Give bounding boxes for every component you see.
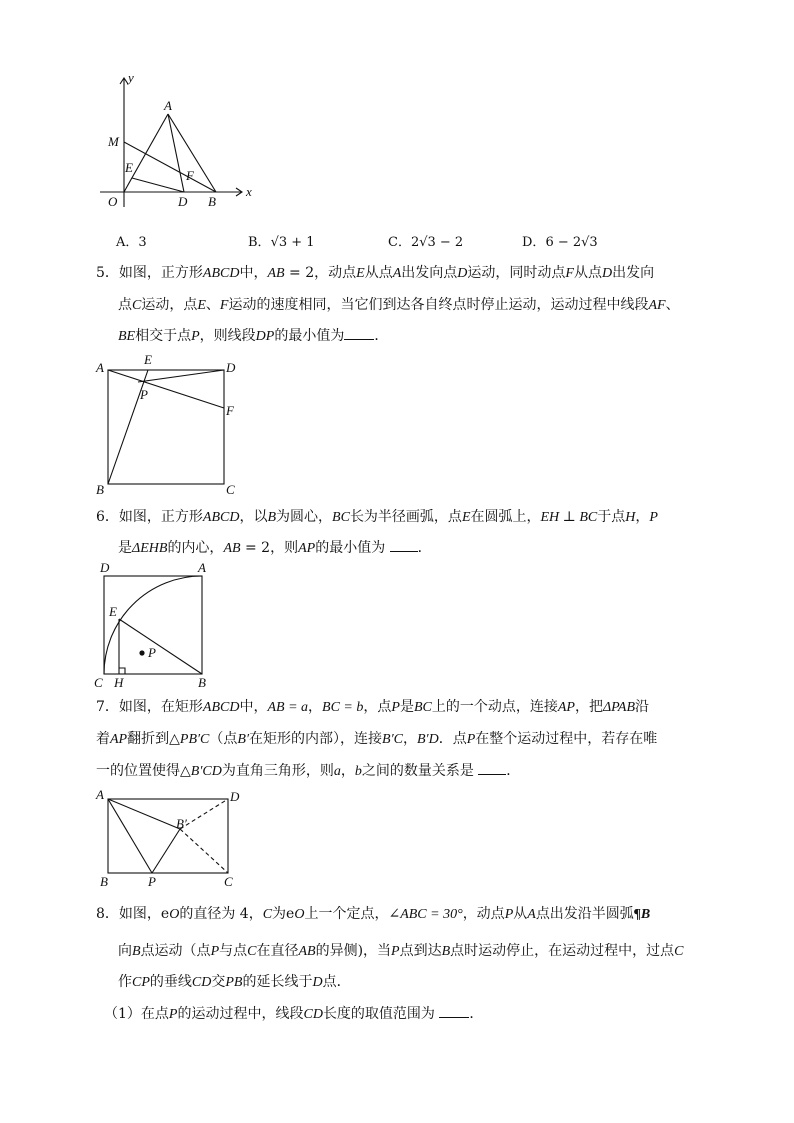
option-c-value: 2√3 − 2: [410, 235, 464, 250]
label-A: A: [198, 560, 206, 575]
text: ，则线段: [199, 328, 256, 344]
text: = 2: [284, 265, 315, 281]
math: P: [649, 510, 658, 525]
math: B′CD: [190, 764, 222, 779]
math: AP: [557, 700, 575, 715]
text: 如图，正方形: [118, 509, 203, 525]
segment-B1D: [180, 799, 228, 829]
q8-number: 8．: [96, 906, 119, 922]
math: O: [169, 907, 180, 922]
q8-answer-blank: [439, 1017, 469, 1018]
q7-line-1: [96, 697, 649, 718]
label-C: C: [224, 874, 233, 889]
math: DP: [255, 329, 275, 344]
math: BC: [413, 700, 432, 715]
text: 为: [272, 906, 287, 922]
math: CD: [303, 1007, 323, 1022]
q7-answer-blank: [478, 774, 506, 775]
text: 中，: [239, 265, 268, 281]
math: A: [527, 907, 536, 922]
segment-PD: [138, 370, 224, 382]
text: 交: [211, 974, 226, 990]
q5-figure: [92, 352, 242, 497]
q8-line-2: [118, 941, 684, 962]
label-B: B: [100, 874, 108, 889]
math: O: [294, 907, 305, 922]
text: 上的一个动点，连接: [431, 699, 558, 715]
label-P: P: [140, 387, 148, 402]
label-F: F: [226, 403, 234, 418]
option-a-value: 3: [138, 235, 147, 250]
math: AF: [648, 298, 666, 313]
text: 之间的数量关系是: [361, 763, 474, 779]
text: 点运动（点: [140, 943, 211, 959]
text: 的直径为 4，: [179, 906, 263, 922]
text: 一的位置使得△: [96, 763, 191, 779]
q7-figure: [92, 785, 252, 891]
math: AP: [110, 732, 128, 747]
math: P: [168, 1007, 178, 1022]
q8-line-3: [118, 972, 351, 993]
text: （点: [209, 731, 238, 747]
math: E: [197, 298, 206, 313]
text: 的运动过程中，线段: [177, 1006, 304, 1022]
math: B: [267, 510, 277, 525]
math: C: [262, 907, 273, 922]
q6-line-1: [96, 507, 658, 528]
q5-line-3: [118, 326, 388, 347]
text: ．: [506, 763, 521, 779]
segment-AP: [108, 799, 152, 873]
text: 出发向: [612, 265, 655, 281]
text: ，把: [574, 699, 603, 715]
segment-OA: [124, 114, 168, 192]
math: D: [457, 266, 468, 281]
q6-line-2: [118, 538, 432, 559]
text: ，: [340, 763, 355, 779]
math: a: [333, 764, 341, 779]
text: 、: [665, 297, 680, 313]
text: e: [286, 906, 295, 922]
label-E: E: [109, 604, 117, 619]
text: 着: [96, 731, 110, 747]
text: 的垂线: [149, 974, 192, 990]
text: 的最小值为: [274, 328, 345, 344]
q6-answer-blank: [390, 551, 418, 552]
math: P: [210, 944, 220, 959]
square-ABCD: [108, 370, 224, 484]
math: D: [312, 975, 323, 990]
text: 向: [118, 943, 132, 959]
text: 相交于点: [135, 328, 192, 344]
text: = 2: [240, 540, 271, 556]
math: PB′C: [179, 732, 210, 747]
text: ．点: [438, 731, 467, 747]
label-F: F: [186, 168, 194, 183]
text: ，点: [363, 699, 392, 715]
math: B′C: [382, 732, 403, 747]
math: E: [461, 510, 471, 525]
label-B: B: [198, 675, 206, 690]
math: F: [219, 298, 229, 313]
math: B: [132, 944, 141, 959]
option-b-value: √3 + 1: [270, 235, 315, 250]
segment-AB1: [108, 799, 180, 829]
text: 从点: [364, 265, 393, 281]
label-B: B: [208, 194, 216, 209]
text: 从点: [573, 265, 602, 281]
math: b: [354, 764, 362, 779]
text: 中，: [239, 699, 268, 715]
option-a: [116, 231, 147, 250]
text: 翻折到△: [127, 731, 180, 747]
text: ，动点: [462, 906, 505, 922]
math: CD: [191, 975, 212, 990]
math: P: [504, 907, 514, 922]
q7-line-3: [96, 761, 520, 782]
math: P: [391, 944, 400, 959]
math: ABCD: [202, 510, 240, 525]
label-B: B: [96, 482, 104, 497]
text: 为直角三角形，则: [221, 763, 334, 779]
label-M: M: [108, 134, 119, 149]
text: 是: [118, 540, 132, 556]
text: ．: [374, 328, 389, 344]
math: CP: [132, 975, 150, 990]
text: 出发向点: [401, 265, 458, 281]
math: C: [247, 944, 257, 959]
segment-AF: [108, 370, 224, 408]
text: 上一个定点，: [304, 906, 389, 922]
text: 点: [118, 297, 132, 313]
text: 的异侧)，当: [315, 943, 392, 959]
math: AB: [267, 266, 285, 281]
text: 与点: [219, 943, 248, 959]
math: B: [441, 944, 451, 959]
math: F: [565, 266, 574, 281]
math: AB: [298, 944, 316, 959]
math: PB: [225, 975, 243, 990]
text: 点时运动停止，在运动过程中，过点: [450, 943, 675, 959]
text: ．: [417, 540, 432, 556]
right-angle-mark: [119, 668, 125, 674]
text: 运动，点: [141, 297, 198, 313]
label-D: D: [230, 789, 240, 804]
q7-number: 7．: [96, 699, 119, 715]
option-c-key: C．: [388, 235, 411, 250]
segment-EB: [119, 619, 202, 674]
math: ∠ABC = 30°: [388, 907, 463, 922]
q5-line-1: [96, 263, 654, 284]
label-P: P: [148, 874, 156, 889]
text: 作: [118, 974, 132, 990]
text: 、: [205, 297, 220, 313]
math: BC: [332, 510, 350, 525]
option-b-key: B．: [248, 235, 271, 250]
text: 是: [399, 699, 414, 715]
text: ，以: [239, 509, 268, 525]
math: AP: [298, 541, 316, 556]
text: 点出发沿半圆弧: [535, 906, 634, 922]
text: 运动的速度相同，当它们到达各自终点时停止运动，运动过程中线段: [228, 297, 649, 313]
x-axis-label: x: [246, 184, 252, 199]
label-E: E: [125, 160, 133, 175]
q8-line-4: [104, 1004, 483, 1025]
text: 于点: [597, 509, 626, 525]
label-D: D: [100, 560, 110, 575]
math: EH ⊥ BC: [540, 510, 598, 525]
text: 在直径: [256, 943, 299, 959]
math: E: [356, 266, 365, 281]
text: （1）在点: [104, 1006, 169, 1022]
math: C: [674, 944, 684, 959]
math: A: [392, 266, 402, 281]
q5-line-2: [118, 295, 680, 316]
label-E: E: [144, 352, 152, 367]
label-C: C: [94, 675, 103, 690]
text: 的延长线于: [242, 974, 313, 990]
q7-line-2: [96, 729, 657, 750]
math: P: [466, 732, 476, 747]
text: 在矩形的内部），连接: [249, 731, 383, 747]
math: C: [132, 298, 142, 313]
text: 沿: [635, 699, 650, 715]
label-C: C: [226, 482, 235, 497]
text: 如图，: [118, 906, 161, 922]
math: BC = b: [322, 700, 364, 715]
math: AB = a: [267, 700, 309, 715]
segment-PB1: [152, 829, 180, 873]
text: ，: [402, 731, 417, 747]
option-a-key: A．: [116, 235, 139, 250]
text: 如图，在矩形: [118, 699, 203, 715]
option-b: [248, 231, 315, 250]
text: 为圆心，: [276, 509, 333, 525]
text: ，: [308, 699, 323, 715]
q8-line-1: [96, 904, 650, 925]
incenter-P-dot: [139, 650, 144, 655]
segment-B1C: [180, 829, 228, 873]
label-A: A: [96, 787, 104, 802]
math: P: [191, 329, 200, 344]
option-d: [522, 231, 598, 250]
segment-ED: [132, 178, 184, 192]
text: 从: [513, 906, 528, 922]
math: BE: [118, 329, 136, 344]
label-A: A: [96, 360, 104, 375]
text: 长度的取值范围为: [322, 1006, 435, 1022]
text: e: [160, 906, 170, 922]
q6-number: 6．: [96, 509, 119, 525]
label-P: P: [148, 645, 156, 660]
text: 长为半径画弧，点: [349, 509, 462, 525]
text: ．: [469, 1006, 484, 1022]
option-d-key: D．: [522, 235, 546, 250]
text: 在整个运动过程中，若存在唯: [475, 731, 658, 747]
math: ABCD: [202, 700, 240, 715]
option-c: [388, 231, 463, 250]
label-A: A: [164, 98, 172, 113]
text: ，: [635, 509, 650, 525]
math: AB: [223, 541, 241, 556]
math: ΔPAB: [602, 700, 636, 715]
option-d-value: 6 − 2√3: [545, 235, 598, 250]
label-B-prime: B′: [176, 816, 187, 831]
math: ABCD: [202, 266, 240, 281]
text: 的最小值为: [315, 540, 386, 556]
math: P: [391, 700, 400, 715]
label-H: H: [114, 675, 124, 690]
math: B′D: [416, 732, 439, 747]
q6-figure: [92, 560, 222, 692]
text: 点．: [322, 974, 351, 990]
label-O: O: [108, 194, 118, 209]
math: ¶B: [633, 907, 651, 922]
y-axis-label: y: [128, 72, 134, 85]
label-D: D: [178, 194, 188, 209]
text: ，动点: [314, 265, 357, 281]
math: B′: [237, 732, 250, 747]
q4-figure: [92, 72, 262, 212]
text: 的内心，: [167, 540, 224, 556]
text: ，则: [270, 540, 299, 556]
text: 点到达: [399, 943, 442, 959]
text: 如图，正方形: [118, 265, 203, 281]
math: H: [625, 510, 636, 525]
segment-AD: [168, 114, 184, 192]
text: 运动，同时动点: [467, 265, 566, 281]
q5-answer-blank: [344, 339, 374, 340]
text: 在圆弧上，: [470, 509, 541, 525]
math: ΔEHB: [132, 541, 168, 556]
label-D: D: [226, 360, 236, 375]
q5-number: 5．: [96, 265, 119, 281]
math: D: [601, 266, 613, 281]
